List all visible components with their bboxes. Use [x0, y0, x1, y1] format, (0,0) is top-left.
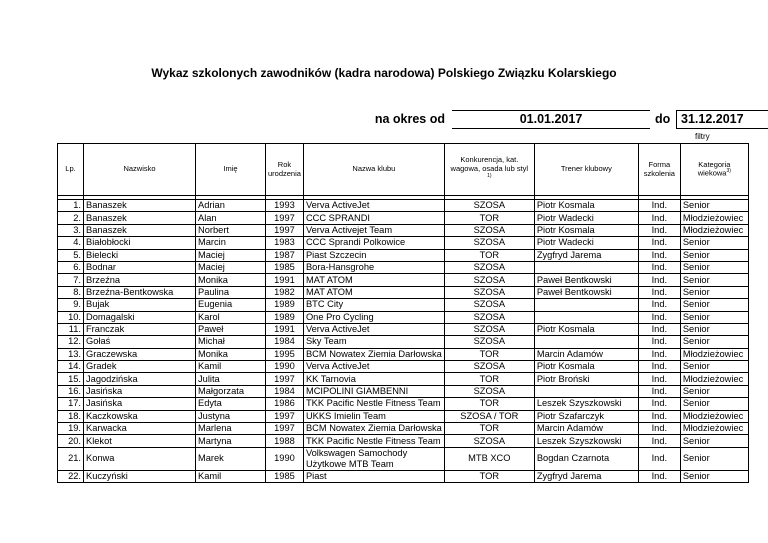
- table-row: [58, 373, 749, 385]
- cell-coach: [534, 336, 638, 348]
- cell-club: MCIPOLINI GIAMBENNI: [303, 385, 444, 397]
- cell-competition: SZOSA: [444, 311, 534, 323]
- cell-training-form: Ind.: [638, 423, 680, 435]
- cell-surname: Domagalski: [84, 311, 196, 323]
- cell-birth-year: 1993: [266, 200, 304, 212]
- cell-training-form: Ind.: [638, 470, 680, 482]
- cell-lp: 10.: [58, 311, 84, 323]
- cell-competition: SZOSA: [444, 336, 534, 348]
- cell-competition: SZOSA: [444, 224, 534, 236]
- table-row: [58, 200, 749, 212]
- cell-lp: 2.: [58, 212, 84, 224]
- cell-name: Edyta: [196, 398, 266, 410]
- cell-training-form: Ind.: [638, 261, 680, 273]
- cell-competition: MTB XCO: [444, 447, 534, 470]
- cell-training-form: Ind.: [638, 435, 680, 447]
- cell-name: Eugenia: [196, 299, 266, 311]
- header-age-category-note: 3): [726, 168, 731, 175]
- header-competition-text: Konkurencja, kat. wagowa, osada lub styl: [450, 155, 529, 173]
- cell-surname: Brzeźna-Bentkowska: [84, 286, 196, 298]
- cell-club: BTC City: [303, 299, 444, 311]
- header-club: Nazwa klubu: [303, 144, 444, 196]
- cell-age-category: Senior: [680, 470, 748, 482]
- cell-surname: Bielecki: [84, 249, 196, 261]
- filters-label: filtry: [695, 132, 710, 141]
- cell-competition: TOR: [444, 470, 534, 482]
- header-age-category: [680, 144, 748, 196]
- cell-name: Adrian: [196, 200, 266, 212]
- cell-lp: 13.: [58, 348, 84, 360]
- cell-club: TKK Pacific Nestle Fitness Team: [303, 435, 444, 447]
- cell-coach: [534, 261, 638, 273]
- cell-birth-year: 1997: [266, 373, 304, 385]
- cell-club: Verva ActiveJet: [303, 323, 444, 335]
- cell-lp: 9.: [58, 299, 84, 311]
- cell-name: Marcin: [196, 237, 266, 249]
- cell-birth-year: 1997: [266, 224, 304, 236]
- cell-training-form: Ind.: [638, 373, 680, 385]
- table-row: [58, 361, 749, 373]
- cell-surname: Bujak: [84, 299, 196, 311]
- cell-training-form: Ind.: [638, 410, 680, 422]
- cell-club: CCC SPRANDI: [303, 212, 444, 224]
- cell-competition: SZOSA: [444, 237, 534, 249]
- cell-birth-year: 1997: [266, 410, 304, 422]
- cell-coach: Zygfryd Jarema: [534, 470, 638, 482]
- cell-birth-year: 1984: [266, 385, 304, 397]
- cell-lp: 7.: [58, 274, 84, 286]
- cell-lp: 17.: [58, 398, 84, 410]
- cell-competition: TOR: [444, 398, 534, 410]
- cell-name: Paulina: [196, 286, 266, 298]
- cell-age-category: Senior: [680, 447, 748, 470]
- table-row: [58, 212, 749, 224]
- cell-club: MAT ATOM: [303, 286, 444, 298]
- cell-birth-year: 1991: [266, 274, 304, 286]
- cell-club: Sky Team: [303, 336, 444, 348]
- cell-training-form: Ind.: [638, 447, 680, 470]
- cell-birth-year: 1985: [266, 470, 304, 482]
- cell-surname: Kaczkowska: [84, 410, 196, 422]
- cell-training-form: Ind.: [638, 249, 680, 261]
- cell-surname: Gołaś: [84, 336, 196, 348]
- cell-lp: 15.: [58, 373, 84, 385]
- cell-surname: Graczewska: [84, 348, 196, 360]
- cell-surname: Banaszek: [84, 212, 196, 224]
- cell-training-form: Ind.: [638, 323, 680, 335]
- cell-birth-year: 1997: [266, 212, 304, 224]
- cell-birth-year: 1990: [266, 361, 304, 373]
- table-row: [58, 323, 749, 335]
- cell-club: KK Tarnovia: [303, 373, 444, 385]
- cell-surname: Franczak: [84, 323, 196, 335]
- cell-age-category: Senior: [680, 299, 748, 311]
- cell-lp: 5.: [58, 249, 84, 261]
- table-row: [58, 261, 749, 273]
- cell-competition: TOR: [444, 373, 534, 385]
- cell-competition: SZOSA: [444, 200, 534, 212]
- table-row: [58, 286, 749, 298]
- cell-surname: Jagodzińska: [84, 373, 196, 385]
- cell-surname: Banaszek: [84, 224, 196, 236]
- cell-training-form: Ind.: [638, 385, 680, 397]
- cell-lp: 19.: [58, 423, 84, 435]
- cell-competition: SZOSA: [444, 435, 534, 447]
- to-label: do: [655, 112, 671, 126]
- cell-age-category: Senior: [680, 261, 748, 273]
- cell-lp: 18.: [58, 410, 84, 422]
- document-title: Wykaz szkolonych zawodników (kadra narodowa) Polskiego Związku Kolarskiego: [151, 66, 617, 80]
- cell-name: Monika: [196, 348, 266, 360]
- cell-training-form: Ind.: [638, 286, 680, 298]
- cell-training-form: Ind.: [638, 311, 680, 323]
- cell-birth-year: 1990: [266, 447, 304, 470]
- cell-age-category: Młodzieżowiec: [680, 373, 748, 385]
- cell-coach: Paweł Bentkowski: [534, 286, 638, 298]
- header-age-category-text: Kategoria wiekowa: [697, 159, 731, 178]
- cell-coach: Piotr Wadecki: [534, 237, 638, 249]
- cell-birth-year: 1988: [266, 435, 304, 447]
- header-lp: Lp.: [58, 144, 84, 196]
- cell-club: One Pro Cycling: [303, 311, 444, 323]
- cell-club: BCM Nowatex Ziemia Darłowska: [303, 423, 444, 435]
- cell-coach: Piotr Szafarczyk: [534, 410, 638, 422]
- table-row: [58, 410, 749, 422]
- athletes-table: [57, 143, 749, 483]
- cell-club: Bora-Hansgrohe: [303, 261, 444, 273]
- cell-training-form: Ind.: [638, 212, 680, 224]
- cell-coach: Bogdan Czarnota: [534, 447, 638, 470]
- table-row: [58, 299, 749, 311]
- cell-club: Piast Szczecin: [303, 249, 444, 261]
- cell-surname: Konwa: [84, 447, 196, 470]
- cell-name: Julita: [196, 373, 266, 385]
- cell-birth-year: 1982: [266, 286, 304, 298]
- cell-club: Piast: [303, 470, 444, 482]
- table-row: [58, 385, 749, 397]
- table-row: [58, 237, 749, 249]
- cell-lp: 6.: [58, 261, 84, 273]
- date-to: 31.12.2017: [676, 110, 768, 129]
- cell-competition: SZOSA: [444, 274, 534, 286]
- cell-competition: SZOSA: [444, 361, 534, 373]
- table-row: [58, 224, 749, 236]
- cell-training-form: Ind.: [638, 348, 680, 360]
- cell-coach: Marcin Adamów: [534, 348, 638, 360]
- cell-age-category: Senior: [680, 435, 748, 447]
- cell-coach: Marcin Adamów: [534, 423, 638, 435]
- cell-lp: 21.: [58, 447, 84, 470]
- cell-lp: 8.: [58, 286, 84, 298]
- cell-lp: 22.: [58, 470, 84, 482]
- cell-training-form: Ind.: [638, 237, 680, 249]
- cell-competition: SZOSA: [444, 299, 534, 311]
- cell-name: Justyna: [196, 410, 266, 422]
- cell-surname: Bodnar: [84, 261, 196, 273]
- cell-training-form: Ind.: [638, 361, 680, 373]
- cell-name: Paweł: [196, 323, 266, 335]
- cell-age-category: Młodzieżowiec: [680, 212, 748, 224]
- cell-club: Verva ActiveJet: [303, 361, 444, 373]
- cell-birth-year: 1984: [266, 336, 304, 348]
- table-row: [58, 311, 749, 323]
- cell-name: Monika: [196, 274, 266, 286]
- cell-name: Maciej: [196, 249, 266, 261]
- cell-surname: Karwacka: [84, 423, 196, 435]
- cell-training-form: Ind.: [638, 224, 680, 236]
- cell-coach: Paweł Bentkowski: [534, 274, 638, 286]
- cell-age-category: Senior: [680, 398, 748, 410]
- header-name: Imię: [196, 144, 266, 196]
- cell-coach: Piotr Kosmala: [534, 323, 638, 335]
- table-body: [58, 200, 749, 483]
- cell-age-category: Młodzieżowiec: [680, 224, 748, 236]
- cell-name: Martyna: [196, 435, 266, 447]
- cell-club: CCC Sprandi Polkowice: [303, 237, 444, 249]
- cell-lp: 20.: [58, 435, 84, 447]
- cell-age-category: Senior: [680, 286, 748, 298]
- table-row: [58, 249, 749, 261]
- cell-birth-year: 1983: [266, 237, 304, 249]
- table-header-row: [58, 144, 749, 196]
- header-training-form: Forma szkolenia: [638, 144, 680, 196]
- cell-coach: Piotr Kosmala: [534, 224, 638, 236]
- cell-training-form: Ind.: [638, 336, 680, 348]
- cell-age-category: Senior: [680, 237, 748, 249]
- header-coach: Trener klubowy: [534, 144, 638, 196]
- cell-birth-year: 1987: [266, 249, 304, 261]
- table-row: [58, 398, 749, 410]
- cell-birth-year: 1989: [266, 311, 304, 323]
- cell-name: Alan: [196, 212, 266, 224]
- cell-birth-year: 1995: [266, 348, 304, 360]
- cell-competition: TOR: [444, 212, 534, 224]
- table-row: [58, 435, 749, 447]
- cell-lp: 4.: [58, 237, 84, 249]
- cell-age-category: Senior: [680, 385, 748, 397]
- cell-birth-year: 1986: [266, 398, 304, 410]
- cell-name: Marlena: [196, 423, 266, 435]
- cell-surname: Jasińska: [84, 385, 196, 397]
- cell-training-form: Ind.: [638, 299, 680, 311]
- cell-competition: TOR: [444, 423, 534, 435]
- cell-birth-year: 1997: [266, 423, 304, 435]
- cell-club: BCM Nowatex Ziemia Darłowska: [303, 348, 444, 360]
- cell-birth-year: 1985: [266, 261, 304, 273]
- cell-coach: Zygfryd Jarema: [534, 249, 638, 261]
- cell-lp: 14.: [58, 361, 84, 373]
- cell-name: Karol: [196, 311, 266, 323]
- cell-name: Małgorzata: [196, 385, 266, 397]
- cell-coach: [534, 385, 638, 397]
- cell-age-category: Młodzieżowiec: [680, 410, 748, 422]
- cell-surname: Gradek: [84, 361, 196, 373]
- cell-name: Norbert: [196, 224, 266, 236]
- cell-coach: Piotr Kosmala: [534, 200, 638, 212]
- cell-surname: Jasińska: [84, 398, 196, 410]
- cell-name: Kamil: [196, 361, 266, 373]
- cell-surname: Klekot: [84, 435, 196, 447]
- header-surname: Nazwisko: [84, 144, 196, 196]
- cell-age-category: Senior: [680, 323, 748, 335]
- cell-competition: SZOSA: [444, 385, 534, 397]
- cell-training-form: Ind.: [638, 200, 680, 212]
- cell-coach: Piotr Kosmala: [534, 361, 638, 373]
- cell-competition: SZOSA / TOR: [444, 410, 534, 422]
- cell-surname: Banaszek: [84, 200, 196, 212]
- table-row: [58, 470, 749, 482]
- cell-coach: Leszek Szyszkowski: [534, 435, 638, 447]
- cell-coach: Leszek Szyszkowski: [534, 398, 638, 410]
- cell-competition: TOR: [444, 249, 534, 261]
- header-competition: [444, 144, 534, 196]
- cell-coach: Piotr Broński: [534, 373, 638, 385]
- cell-surname: Białobłocki: [84, 237, 196, 249]
- cell-club: Verva Activejet Team: [303, 224, 444, 236]
- cell-club: TKK Pacific Nestle Fitness Team: [303, 398, 444, 410]
- cell-training-form: Ind.: [638, 398, 680, 410]
- cell-birth-year: 1991: [266, 323, 304, 335]
- cell-club: Verva ActiveJet: [303, 200, 444, 212]
- cell-coach: Piotr Wadecki: [534, 212, 638, 224]
- cell-age-category: Senior: [680, 361, 748, 373]
- cell-lp: 3.: [58, 224, 84, 236]
- cell-age-category: Senior: [680, 274, 748, 286]
- cell-age-category: Młodzieżowiec: [680, 348, 748, 360]
- cell-training-form: Ind.: [638, 274, 680, 286]
- cell-name: Kamil: [196, 470, 266, 482]
- cell-lp: 11.: [58, 323, 84, 335]
- cell-competition: TOR: [444, 348, 534, 360]
- cell-coach: [534, 311, 638, 323]
- table-row: [58, 423, 749, 435]
- cell-name: Marek: [196, 447, 266, 470]
- cell-age-category: Senior: [680, 336, 748, 348]
- table-row: [58, 348, 749, 360]
- cell-competition: SZOSA: [444, 261, 534, 273]
- cell-coach: [534, 299, 638, 311]
- cell-age-category: Senior: [680, 200, 748, 212]
- cell-club: Volkswagen Samochody Użytkowe MTB Team: [303, 447, 444, 470]
- header-competition-note: 1): [487, 172, 492, 179]
- cell-name: Maciej: [196, 261, 266, 273]
- cell-name: Michał: [196, 336, 266, 348]
- cell-competition: SZOSA: [444, 286, 534, 298]
- cell-birth-year: 1989: [266, 299, 304, 311]
- cell-age-category: Senior: [680, 249, 748, 261]
- cell-club: UKKS Imielin Team: [303, 410, 444, 422]
- cell-lp: 1.: [58, 200, 84, 212]
- cell-age-category: Senior: [680, 311, 748, 323]
- cell-competition: SZOSA: [444, 323, 534, 335]
- table-row: [58, 336, 749, 348]
- cell-club: MAT ATOM: [303, 274, 444, 286]
- period-label: na okres od: [374, 112, 445, 126]
- table-row: [58, 447, 749, 470]
- header-birth-year: Rok urodzenia: [266, 144, 304, 196]
- date-from: 01.01.2017: [452, 110, 650, 129]
- cell-surname: Brzeźna: [84, 274, 196, 286]
- cell-lp: 12.: [58, 336, 84, 348]
- table-row: [58, 274, 749, 286]
- cell-surname: Kuczyński: [84, 470, 196, 482]
- cell-lp: 16.: [58, 385, 84, 397]
- cell-age-category: Młodzieżowiec: [680, 423, 748, 435]
